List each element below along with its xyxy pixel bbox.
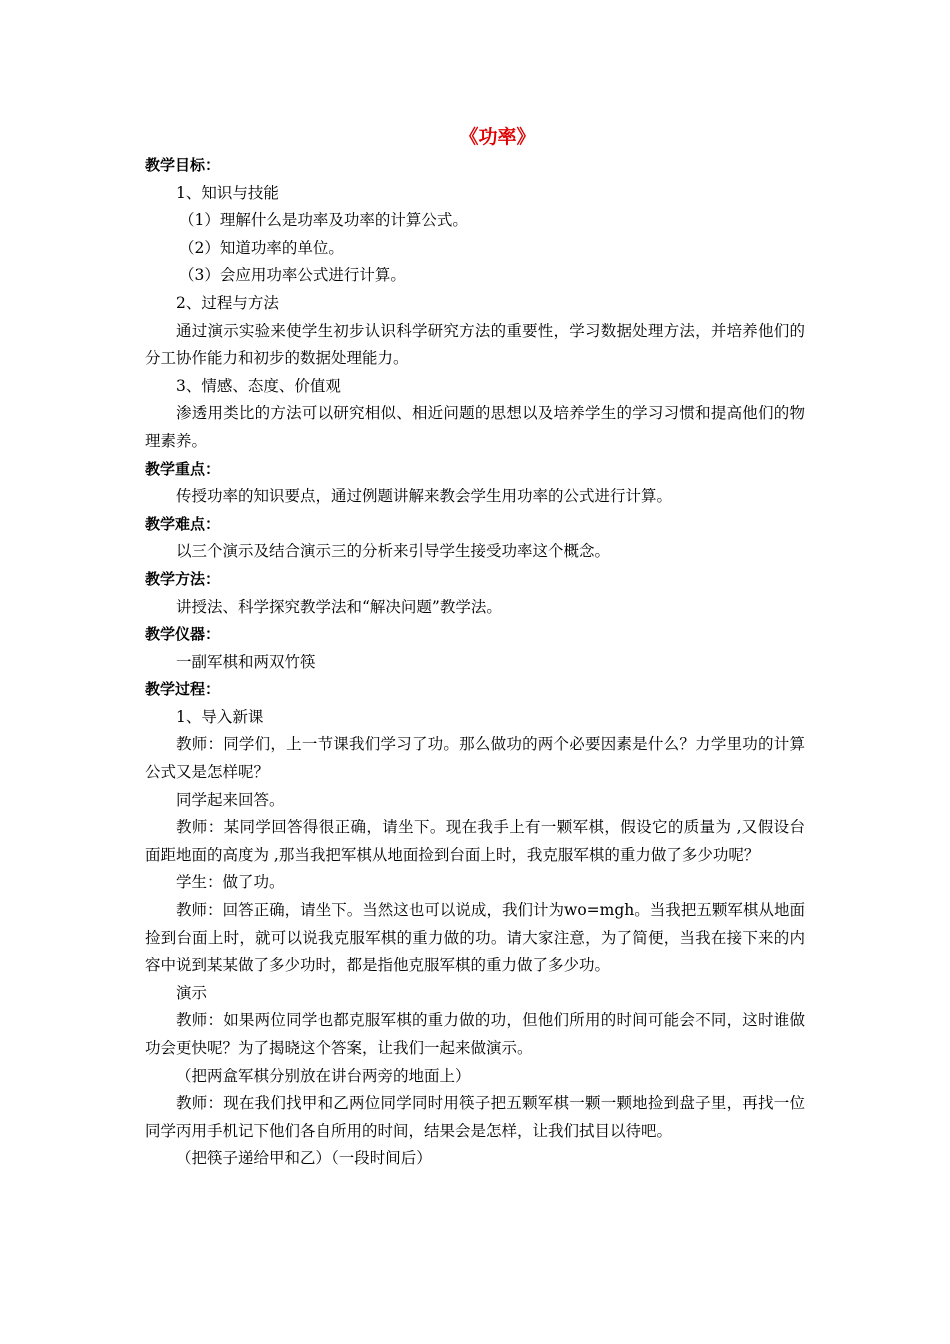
paragraph: 教师：现在我们找甲和乙两位同学同时用筷子把五颗军棋一颗一颗地捡到盘子里，再找一位同学丙用手机记下他们各自所用的时间，结果会是怎样，让我们拭目以待吧。: [145, 1094, 805, 1140]
paragraph: 讲授法、科学探究教学法和“解决问题”教学法。: [176, 597, 502, 616]
paragraph: 教师：某同学回答得很正确，请坐下。现在我手上有一颗军棋，假设它的质量为 ,又假设台面距地面的高度为 ,那当我把军棋从地面捡到台面上时，我克服军棋的重力做了多少功呢？: [145, 818, 805, 864]
paragraph: 一副军棋和两双竹筷: [176, 652, 316, 671]
list-item: （3）会应用功率公式进行计算。: [179, 266, 406, 285]
subheading: 3、情感、态度、价值观: [176, 376, 341, 395]
heading-key-points: 教学重点：: [145, 459, 221, 478]
paragraph: 通过演示实验来使学生初步认识科学研究方法的重要性，学习数据处理方法，并培养他们的分工协作能力和初步的数据处理能力。: [145, 321, 805, 368]
document-title: 《功率》: [459, 126, 536, 148]
paragraph: 同学起来回答。: [176, 790, 285, 809]
list-item: （1）理解什么是功率及功率的计算公式。: [179, 211, 468, 230]
paragraph: 传授功率的知识要点，通过例题讲解来教会学生用功率的公式进行计算。: [176, 487, 673, 506]
paragraph: 以三个演示及结合演示三的分析来引导学生接受功率这个概念。: [176, 542, 611, 561]
paragraph: 学生：做了功。: [176, 873, 285, 892]
paragraph: 教师：同学们，上一节课我们学习了功。那么做功的两个必要因素是什么？力学里功的计算公式又是怎样呢？: [145, 735, 805, 782]
subheading: 1、知识与技能: [176, 183, 279, 202]
heading-instruments: 教学仪器：: [145, 625, 221, 644]
paragraph: （把筷子递给甲和乙）（一段时间后）: [176, 1149, 432, 1168]
subheading: 2、过程与方法: [176, 293, 279, 312]
heading-methods: 教学方法：: [145, 569, 221, 588]
paragraph: 演示: [176, 983, 208, 1002]
paragraph: 渗透用类比的方法可以研究相似、相近问题的思想以及培养学生的学习习惯和提高他们的物理素养。: [145, 404, 805, 450]
heading-objectives: 教学目标：: [145, 156, 221, 174]
paragraph: 教师：如果两位同学也都克服军棋的重力做的功，但他们所用的时间可能会不同，这时谁做功会更快呢？为了揭晓这个答案，让我们一起来做演示。: [145, 1011, 805, 1057]
paragraph: 教师：回答正确，请坐下。当然这也可以说成，我们计为wo=mgh。当我把五颗军棋从地面捡到台面上时，就可以说我克服军棋的重力做的功。请大家注意，为了简便，当我在接下来的内容中说到某某做了多少功时，都是指他克服军棋的重力做了多少功。: [145, 901, 805, 975]
document-body: [145, 152, 805, 1173]
paragraph: （把两盒军棋分别放在讲台两旁的地面上）: [176, 1066, 471, 1085]
heading-difficulties: 教学难点：: [145, 514, 221, 533]
list-item: （2）知道功率的单位。: [179, 238, 344, 257]
subheading: 1、导入新课: [176, 707, 264, 726]
heading-process: 教学过程：: [145, 680, 221, 699]
